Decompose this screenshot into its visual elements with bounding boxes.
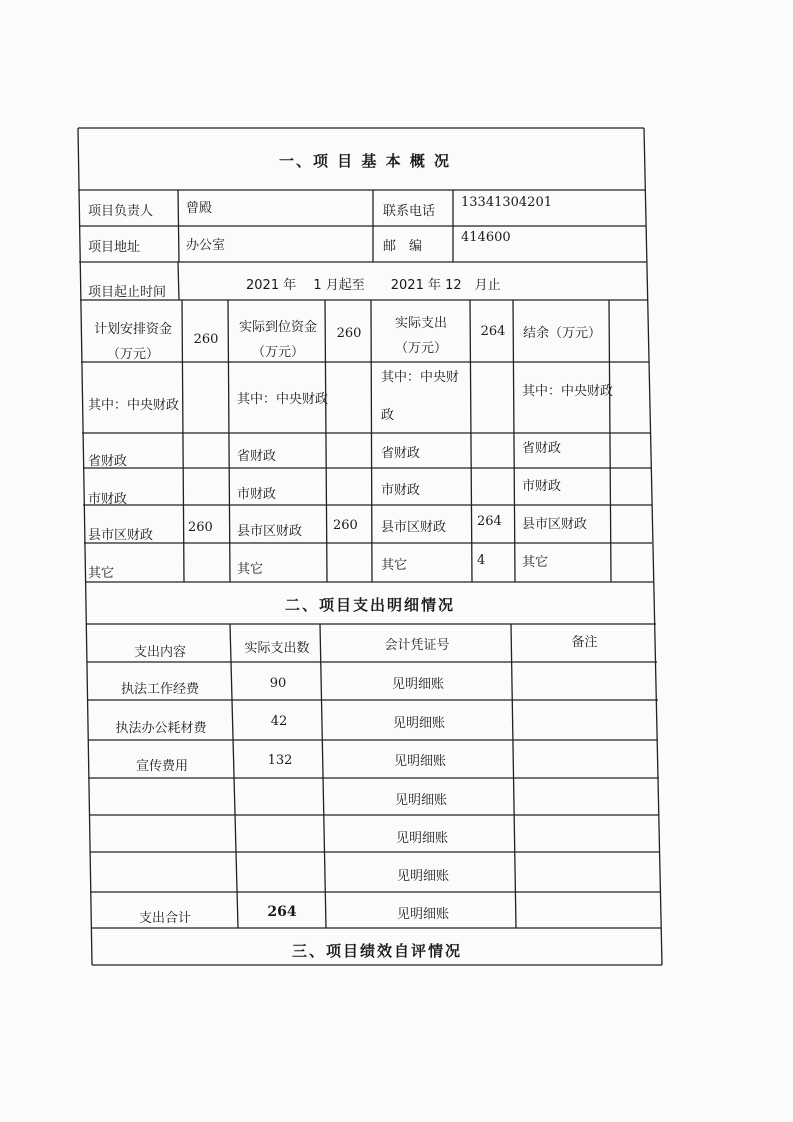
city-3: 市财政 (381, 483, 421, 498)
row-1-amount: 90 (269, 676, 287, 691)
county-planned: 260 (188, 520, 213, 535)
row-2-amount: 42 (270, 714, 288, 729)
row-1-voucher: 见明细账 (391, 677, 444, 692)
period-value: 2021 年 1 月起至 2021 年 12 月止 (246, 278, 501, 293)
row-3-item: 宣传费用 (135, 759, 188, 774)
planned-label (84, 318, 182, 362)
section-3-title: 三、项目绩效自评情况 (291, 942, 462, 960)
header-voucher: 会计凭证号 (384, 638, 450, 653)
row-4-voucher: 见明细账 (394, 793, 447, 808)
section-1-title: 一、项 目 基 本 概 况 (278, 152, 452, 170)
city-1: 市财政 (88, 492, 128, 507)
total-label: 支出合计 (138, 911, 191, 926)
spent-label (372, 312, 470, 356)
row-3-amount: 132 (267, 753, 293, 768)
province-3: 省财政 (381, 446, 421, 461)
arrived-label-line2: （万元） (251, 345, 304, 360)
row-2-voucher: 见明细账 (392, 716, 445, 731)
arrived-label-line1: 实际到位资金 (238, 320, 317, 335)
county-spent: 264 (477, 514, 502, 529)
address-label: 项目地址 (88, 240, 141, 255)
row-2-item: 执法办公耗材费 (115, 721, 207, 736)
planned-label-line2: （万元） (106, 347, 159, 362)
planned-label-line1: 计划安排资金 (93, 322, 172, 337)
row-1-item: 执法工作经费 (120, 682, 199, 697)
city-2: 市财政 (237, 487, 277, 502)
total-voucher: 见明细账 (396, 907, 449, 922)
balance-label: 结余（万元） (523, 326, 602, 341)
central-4: 其中：中央财政 (522, 384, 614, 399)
row-3-voucher: 见明细账 (393, 754, 446, 769)
central-1: 其中：中央财政 (88, 398, 180, 413)
phone-value: 13341304201 (461, 195, 552, 210)
central-2: 其中：中央财政 (237, 392, 329, 407)
header-amount: 实际支出数 (244, 641, 310, 656)
postcode-value: 414600 (461, 230, 511, 245)
address-value: 办公室 (186, 238, 226, 253)
province-2: 省财政 (237, 449, 277, 464)
total-value: 264 (267, 904, 297, 920)
planned-value: 260 (193, 332, 219, 347)
province-1: 省财政 (88, 454, 128, 469)
county-3: 县市区财政 (381, 520, 447, 535)
other-1: 其它 (88, 566, 115, 581)
section-2-title: 二、项目支出明细情况 (284, 596, 455, 614)
other-4: 其它 (522, 555, 549, 570)
other-2: 其它 (237, 562, 264, 577)
postcode-label: 邮 编 (383, 239, 423, 254)
county-1: 县市区财政 (88, 528, 154, 543)
arrived-value: 260 (336, 326, 362, 341)
other-spent: 4 (477, 553, 486, 568)
lead-value: 曾殿 (186, 201, 213, 216)
spent-label-line2: （万元） (394, 341, 447, 356)
header-item: 支出内容 (133, 645, 186, 660)
period-label: 项目起止时间 (88, 285, 167, 300)
city-4: 市财政 (522, 479, 562, 494)
other-3: 其它 (381, 558, 408, 573)
header-note: 备注 (571, 635, 598, 650)
central-3-cont: 政 (381, 408, 395, 423)
row-6-voucher: 见明细账 (396, 869, 449, 884)
lead-label: 项目负责人 (88, 204, 154, 219)
county-2: 县市区财政 (237, 524, 303, 539)
spent-value: 264 (480, 324, 506, 339)
province-4: 省财政 (522, 441, 562, 456)
row-5-voucher: 见明细账 (395, 831, 448, 846)
phone-label: 联系电话 (383, 204, 436, 219)
arrived-label (230, 316, 326, 360)
county-4: 县市区财政 (522, 517, 588, 532)
central-3: 其中：中央财 (381, 370, 460, 385)
county-arrived: 260 (333, 518, 358, 533)
spent-label-line1: 实际支出 (394, 316, 447, 331)
